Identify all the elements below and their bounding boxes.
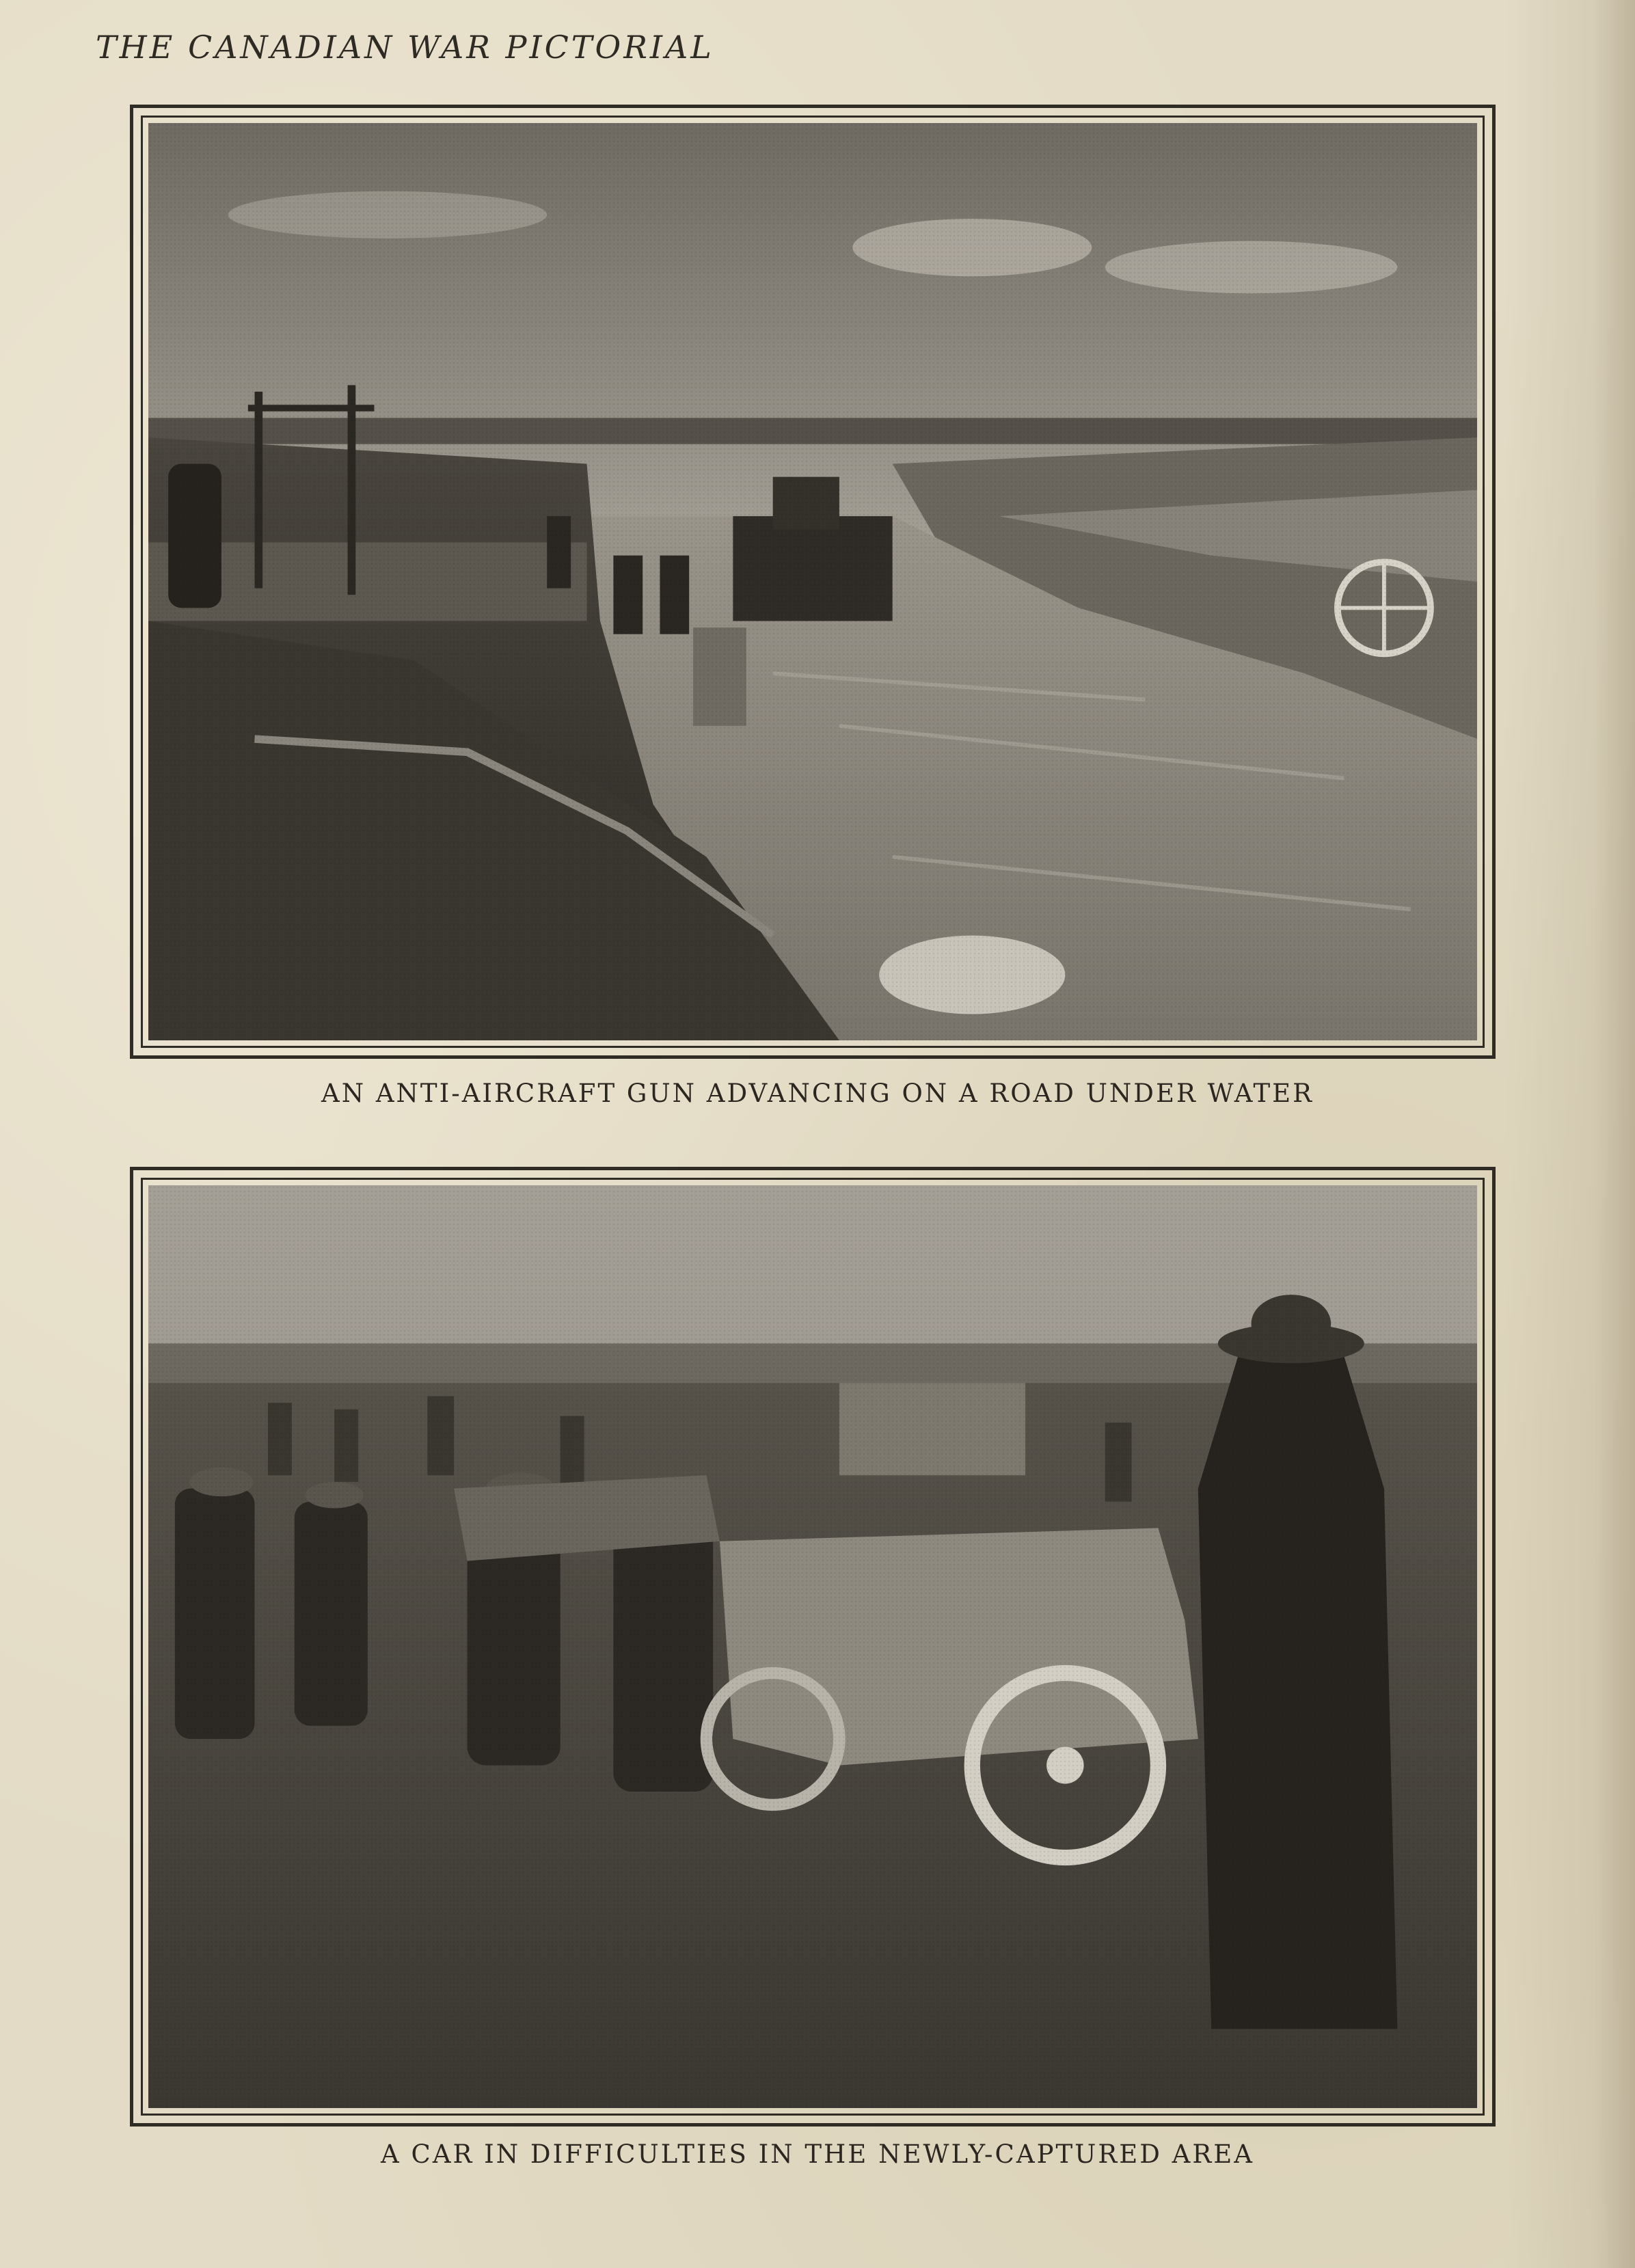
flooded-road-photo [148,123,1477,1040]
photo-plate-1-inner-border [141,116,1485,1048]
photo-caption-1: AN ANTI-AIRCRAFT GUN ADVANCING ON A ROAD UNDER WATER [321,1079,1314,1108]
photo-plate-1 [130,105,1496,1059]
photo-caption-2: A CAR IN DIFFICULTIES IN THE NEWLY-CAPTURED AREA [381,2139,1254,2169]
page-edge-shadow [1594,0,1635,2268]
photo-plate-2 [130,1167,1496,2127]
flooded-road-image [148,123,1477,1040]
photo-plate-2-inner-border [141,1178,1485,2116]
car-in-mud-image [148,1185,1477,2108]
car-in-mud-photo [148,1185,1477,2108]
masthead-title: THE CANADIAN WAR PICTORIAL [96,29,714,66]
